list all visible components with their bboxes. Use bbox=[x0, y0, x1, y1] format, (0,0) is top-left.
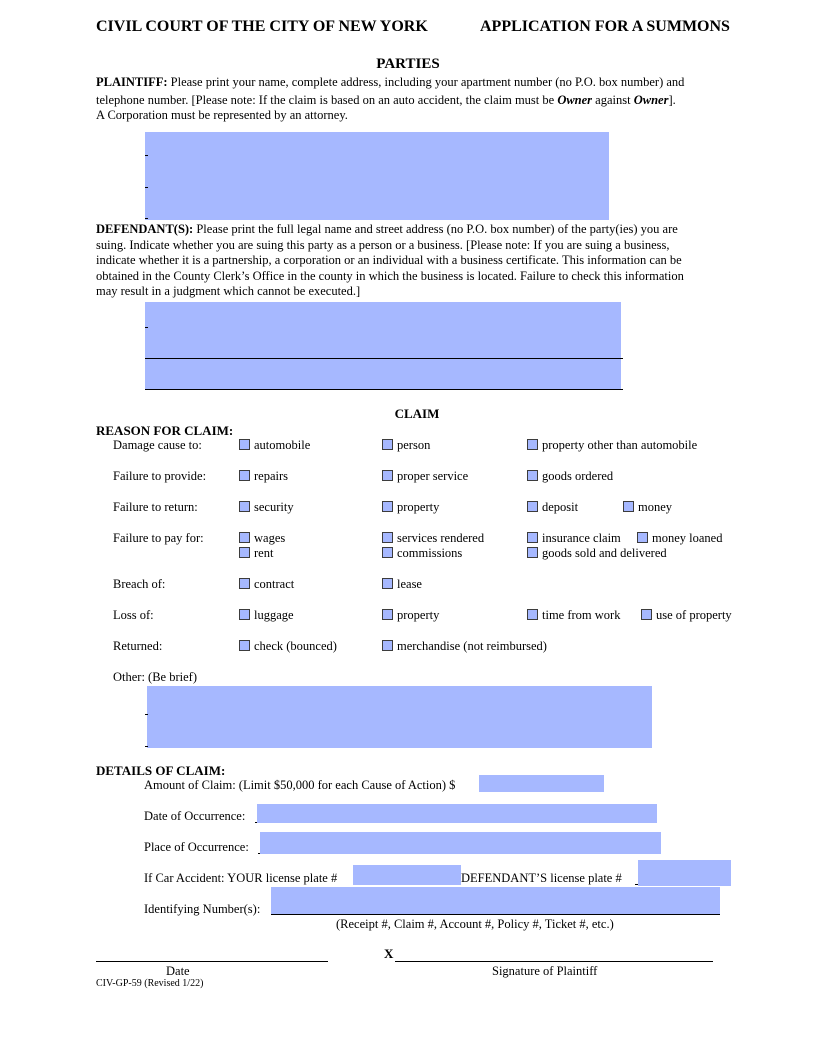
defendant-info-field[interactable] bbox=[145, 302, 621, 390]
parties-title: PARTIES bbox=[376, 56, 440, 72]
defendant-text-5: may result in a judgment which cannot be executed.] bbox=[96, 284, 361, 298]
checkbox-loss-luggage[interactable] bbox=[239, 609, 250, 620]
plaintiff-line-3 bbox=[145, 218, 148, 219]
identifying-number-label: Identifying Number(s): bbox=[144, 902, 261, 916]
defendant-plate-label: DEFENDANT’S license plate # bbox=[461, 871, 622, 885]
against-text: against bbox=[592, 92, 634, 107]
checkbox-return-money[interactable] bbox=[623, 501, 634, 512]
option-pay-services: services rendered bbox=[397, 531, 485, 545]
checkbox-pay-money-loaned[interactable] bbox=[637, 532, 648, 543]
checkbox-return-deposit[interactable] bbox=[527, 501, 538, 512]
option-returned-check: check (bounced) bbox=[254, 639, 337, 653]
option-return-money: money bbox=[638, 500, 673, 514]
plaintiff-text-2b: ]. bbox=[668, 92, 676, 107]
option-return-security: security bbox=[254, 500, 294, 514]
plaintiff-label: PLAINTIFF: bbox=[96, 75, 168, 89]
defendant-text-4: obtained in the County Clerk’s Office in the county in which the business is located. Failure to check this information bbox=[96, 268, 684, 283]
defendant-text-1: Please print the full legal name and street address (no P.O. box number) of the party(ies) you are bbox=[196, 222, 678, 236]
option-pay-insurance: insurance claim bbox=[542, 531, 621, 545]
checkbox-pay-wages[interactable] bbox=[239, 532, 250, 543]
checkbox-pay-services[interactable] bbox=[382, 532, 393, 543]
plaintiff-text-2a: telephone number. [Please note: If the claim is based on an auto accident, the claim must be bbox=[96, 92, 558, 107]
checkbox-returned-merchandise[interactable] bbox=[382, 640, 393, 651]
owner-text-2: Owner bbox=[633, 92, 669, 107]
checkbox-returned-check[interactable] bbox=[239, 640, 250, 651]
option-pay-wages: wages bbox=[254, 531, 286, 545]
defendant-line-3 bbox=[145, 389, 623, 390]
checkbox-provide-service[interactable] bbox=[382, 470, 393, 481]
reason-for-claim-label: REASON FOR CLAIM: bbox=[96, 423, 234, 438]
court-name: CIVIL COURT OF THE CITY OF NEW YORK bbox=[96, 18, 428, 35]
checkbox-pay-rent[interactable] bbox=[239, 547, 250, 558]
other-line-2 bbox=[145, 746, 148, 747]
checkbox-provide-goods[interactable] bbox=[527, 470, 538, 481]
checkbox-damage-property[interactable] bbox=[527, 439, 538, 450]
date-caption: Date bbox=[166, 964, 190, 978]
checkbox-breach-contract[interactable] bbox=[239, 578, 250, 589]
option-provide-repairs: repairs bbox=[254, 469, 289, 483]
option-breach-lease: lease bbox=[397, 577, 422, 591]
defendant-plate-field[interactable] bbox=[638, 860, 731, 886]
checkbox-pay-goods-sold[interactable] bbox=[527, 547, 538, 558]
provide-label: Failure to provide: bbox=[113, 469, 207, 483]
checkbox-return-security[interactable] bbox=[239, 501, 250, 512]
option-loss-luggage: luggage bbox=[254, 608, 294, 622]
returned-label: Returned: bbox=[113, 639, 163, 653]
details-title: DETAILS OF CLAIM: bbox=[96, 763, 226, 778]
option-breach-contract: contract bbox=[254, 577, 295, 591]
checkbox-provide-repairs[interactable] bbox=[239, 470, 250, 481]
option-returned-merchandise: merchandise (not reimbursed) bbox=[397, 639, 547, 653]
loss-label: Loss of: bbox=[113, 608, 154, 622]
defendant-label: DEFENDANT(S): bbox=[96, 222, 194, 236]
plaintiff-line-1 bbox=[145, 155, 148, 156]
checkbox-loss-property[interactable] bbox=[382, 609, 393, 620]
your-plate-field[interactable] bbox=[353, 865, 461, 885]
checkbox-damage-automobile[interactable] bbox=[239, 439, 250, 450]
form-code: CIV-GP-59 (Revised 1/22) bbox=[96, 978, 204, 989]
option-pay-money-loaned: money loaned bbox=[652, 531, 723, 545]
option-damage-person: person bbox=[397, 438, 431, 452]
identifying-number-line bbox=[271, 914, 720, 915]
date-occurrence-field[interactable] bbox=[257, 804, 657, 823]
option-provide-service: proper service bbox=[397, 469, 469, 483]
identifying-number-hint: (Receipt #, Claim #, Account #, Policy #, Ticket #, etc.) bbox=[336, 917, 614, 931]
signature-caption: Signature of Plaintiff bbox=[492, 964, 598, 978]
checkbox-return-property[interactable] bbox=[382, 501, 393, 512]
amount-field[interactable] bbox=[479, 775, 604, 792]
plaintiff-instructions bbox=[96, 75, 746, 124]
other-line-1 bbox=[145, 714, 148, 715]
plaintiff-signature-line[interactable] bbox=[395, 961, 713, 962]
return-label: Failure to return: bbox=[113, 500, 198, 514]
date-occurrence-label: Date of Occurrence: bbox=[144, 809, 246, 823]
signature-x-mark: X bbox=[384, 946, 394, 961]
damage-label: Damage cause to: bbox=[113, 438, 202, 452]
option-damage-property: property other than automobile bbox=[542, 438, 698, 452]
checkbox-loss-time[interactable] bbox=[527, 609, 538, 620]
defendant-text-3: indicate whether it is a partnership, a corporation or an individual with a business certificate. This information can be bbox=[96, 253, 682, 267]
your-plate-label: If Car Accident: YOUR license plate # bbox=[144, 871, 338, 885]
checkbox-breach-lease[interactable] bbox=[382, 578, 393, 589]
checkbox-damage-person[interactable] bbox=[382, 439, 393, 450]
owner-text-1: Owner bbox=[557, 92, 593, 107]
other-reason-field[interactable] bbox=[147, 686, 652, 748]
defendant-instructions bbox=[96, 222, 746, 300]
option-provide-goods: goods ordered bbox=[542, 469, 614, 483]
option-pay-commissions: commissions bbox=[397, 546, 463, 560]
defendant-line-1 bbox=[145, 327, 148, 328]
plaintiff-text-3: A Corporation must be represented by an attorney. bbox=[96, 108, 348, 122]
option-loss-time: time from work bbox=[542, 608, 621, 622]
option-damage-automobile: automobile bbox=[254, 438, 311, 452]
breach-label: Breach of: bbox=[113, 577, 166, 591]
checkbox-pay-commissions[interactable] bbox=[382, 547, 393, 558]
defendant-text-2: suing. Indicate whether you are suing this party as a person or a business. [Please note: If you are suing a business, bbox=[96, 237, 670, 252]
option-pay-goods-sold: goods sold and delivered bbox=[542, 546, 667, 560]
plaintiff-info-field[interactable] bbox=[145, 132, 609, 220]
option-return-property: property bbox=[397, 500, 440, 514]
plaintiff-text-1: Please print your name, complete address, including your apartment number (no P.O. box number) and bbox=[170, 75, 685, 89]
identifying-number-field[interactable] bbox=[271, 887, 720, 914]
place-occurrence-field[interactable] bbox=[260, 832, 661, 854]
option-return-deposit: deposit bbox=[542, 500, 579, 514]
date-signature-line[interactable] bbox=[96, 961, 328, 962]
checkbox-pay-insurance[interactable] bbox=[527, 532, 538, 543]
checkbox-loss-use[interactable] bbox=[641, 609, 652, 620]
place-occurrence-label: Place of Occurrence: bbox=[144, 840, 249, 854]
option-pay-rent: rent bbox=[254, 546, 274, 560]
option-loss-use: use of property bbox=[656, 608, 732, 622]
option-loss-property: property bbox=[397, 608, 440, 622]
form-title: APPLICATION FOR A SUMMONS bbox=[480, 18, 730, 35]
defendant-line-2 bbox=[145, 358, 623, 359]
other-label: Other: (Be brief) bbox=[113, 670, 197, 684]
claim-title: CLAIM bbox=[394, 406, 440, 421]
pay-label: Failure to pay for: bbox=[113, 531, 204, 545]
amount-label: Amount of Claim: (Limit $50,000 for each Cause of Action) $ bbox=[144, 778, 456, 792]
plaintiff-line-2 bbox=[145, 187, 148, 188]
